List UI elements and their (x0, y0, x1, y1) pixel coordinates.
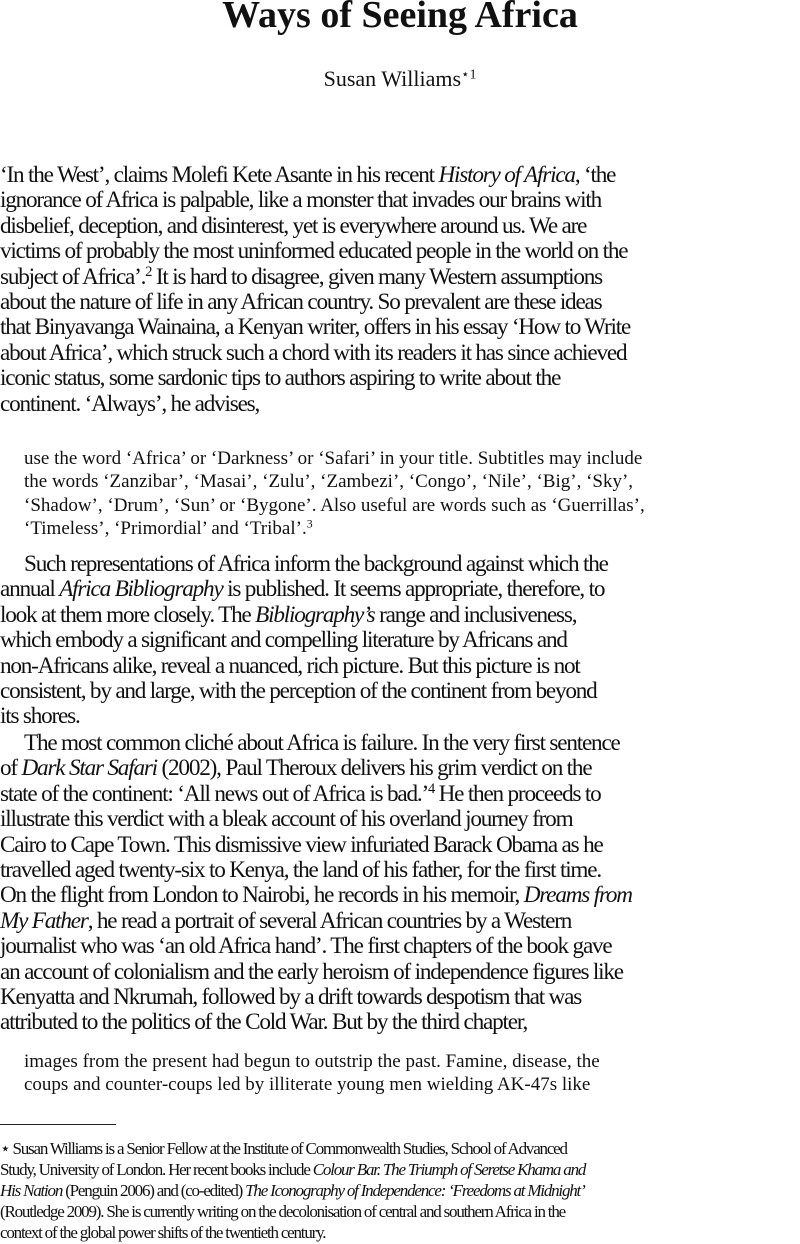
text-line: subject of Africa’.$^2$ It is hard to disagree, given many Western assumptions (0, 263, 602, 290)
book-title-dreams-from: Dreams from (523, 882, 632, 909)
text-line: look at them more closely. The Bibliography’s range and inclusiveness, (0, 601, 577, 628)
block-quote-1 (24, 447, 794, 541)
footnote-marker: ⋆ (0, 1139, 10, 1158)
text-line: consistent, by and large, with the perception of the continent from beyond (0, 678, 597, 705)
article-title: Ways of Seeing Africa (222, 0, 578, 36)
book-title-history-of-africa: History of Africa (438, 162, 575, 188)
author-byline (0, 64, 800, 94)
text-line: Cairo to Cape Town. This dismissive view infuriated Barack Obama as he (0, 831, 603, 858)
quote-line: the words ‘Zanzibar’, ‘Masai’, ‘Zulu’, ‘Zambezi’, ‘Congo’, ‘Nile’, ‘Big’, ‘Sky’, (24, 471, 634, 493)
text-line: iconic status, some sardonic tips to authors aspiring to write about the (0, 365, 561, 392)
text-line: disbelief, deception, and disinterest, yet is everywhere around us. We are (0, 212, 587, 239)
text-line: Kenyatta and Nkrumah, followed by a drift towards despotism that was (0, 984, 582, 1011)
author-footnote (0, 1138, 800, 1243)
text-line: its shores. (0, 703, 80, 730)
quote-line: images from the present had begun to outstrip the past. Famine, disease, the (24, 1051, 600, 1072)
title-africa-bibliography: Africa Bibliography (59, 576, 223, 603)
book-title-colour-bar: Colour Bar. The Triumph of Seretse Khama and (312, 1160, 586, 1179)
text-line: My Father, he read a portrait of several African countries by a Western (0, 907, 572, 934)
footnote-divider (0, 1124, 116, 1125)
text-line: victims of probably the most uninformed educated people in the world on the (0, 238, 628, 265)
author-name: Susan Williams (323, 66, 462, 91)
text-line: Such representations of Africa inform the background against which the (24, 551, 608, 577)
author-footnote-marker[interactable]: ⋆1 (461, 66, 477, 82)
quote-line: coups and counter-coups led by illiterate young men wielding AK-47s like (24, 1074, 591, 1096)
footnote-ref-3[interactable]: 3 (306, 517, 313, 531)
footnote-line: (Routledge 2009). She is currently writing on the decolonisation of central and southern Africa in the (0, 1202, 565, 1221)
footnote-line: context of the global power shifts of the twentieth century. (0, 1223, 326, 1242)
block-quote-2 (24, 1050, 794, 1097)
title-bibliography: Bibliography’s (255, 601, 375, 628)
footnote-line: Study, University of London. Her recent books include Colour Bar. The Triumph of Seretse Khama and (0, 1160, 586, 1179)
text-line: ‘In the West’, claims Molefi Kete Asante in his recent History of Africa, ‘the (0, 162, 616, 188)
text-line: attributed to the politics of the Cold War. But by the third chapter, (0, 1009, 528, 1036)
text-line: about Africa’, which struck such a chord with its readers it has since achieved (0, 339, 627, 366)
footnote-ref-4[interactable]: 4 (427, 780, 434, 797)
text-line: annual Africa Bibliography is published. It seems appropriate, therefore, to (0, 576, 605, 603)
book-title-his-nation: His Nation (0, 1181, 63, 1200)
footnote-ref-2[interactable]: 2 (145, 263, 152, 280)
text-line: The most common cliché about Africa is failure. In the very first sentence (24, 730, 620, 756)
quote-line: use the word ‘Africa’ or ‘Darkness’ or ‘Safari’ in your title. Subtitles may include (24, 448, 643, 469)
text-line: continent. ‘Always’, he advises, (0, 390, 260, 417)
text-line: non-Africans alike, reveal a nuanced, rich picture. But this picture is not (0, 652, 580, 679)
book-title-my-father: My Father (0, 907, 88, 934)
quote-line: ‘Shadow’, ‘Drum’, ‘Sun’ or ‘Bygone’. Also useful are words such as ‘Guerrillas’, (24, 494, 645, 516)
text-line: ignorance of Africa is palpable, like a monster that invades our brains with (0, 187, 601, 214)
text-line: about the nature of life in any African country. So prevalent are these ideas (0, 289, 602, 316)
book-title-iconography: The Iconography of Independence: ‘Freedoms at Midnight’ (245, 1181, 585, 1200)
book-title-dark-star-safari: Dark Star Safari (21, 755, 157, 782)
text-line: that Binyavanga Wainaina, a Kenyan writer, offers in his essay ‘How to Write (0, 314, 631, 341)
text-line: On the flight from London to Nairobi, he records in his memoir, Dreams from (0, 882, 632, 909)
paragraph-1 (0, 163, 800, 417)
quote-line: ‘Timeless’, ‘Primordial’ and ‘Tribal’.$^3$ (24, 517, 313, 540)
text-line: journalist who was ‘an old Africa hand’. The first chapters of the book gave (0, 933, 612, 960)
text-line: an account of colonialism and the early heroism of independence figures like (0, 958, 623, 985)
footnote-line: His Nation (Penguin 2006) and (co-edited) The Iconography of Independence: ‘Freedoms at Midnight’ (0, 1181, 585, 1200)
paragraph-3 (0, 731, 800, 1036)
text-line: state of the continent: ‘All news out of Africa is bad.’$^4$ He then proceeds to (0, 780, 601, 807)
text-line: of Dark Star Safari (2002), Paul Theroux delivers his grim verdict on the (0, 755, 592, 782)
text-line: illustrate this verdict with a bleak account of his overland journey from (0, 806, 573, 833)
paragraph-2 (0, 552, 800, 730)
footnote-line: ⋆ Susan Williams is a Senior Fellow at the Institute of Commonwealth Studies, School of Advanced (0, 1139, 567, 1158)
text-line: which embody a significant and compelling literature by Africans and (0, 627, 567, 654)
text-line: travelled aged twenty-six to Kenya, the land of his father, for the first time. (0, 857, 601, 884)
